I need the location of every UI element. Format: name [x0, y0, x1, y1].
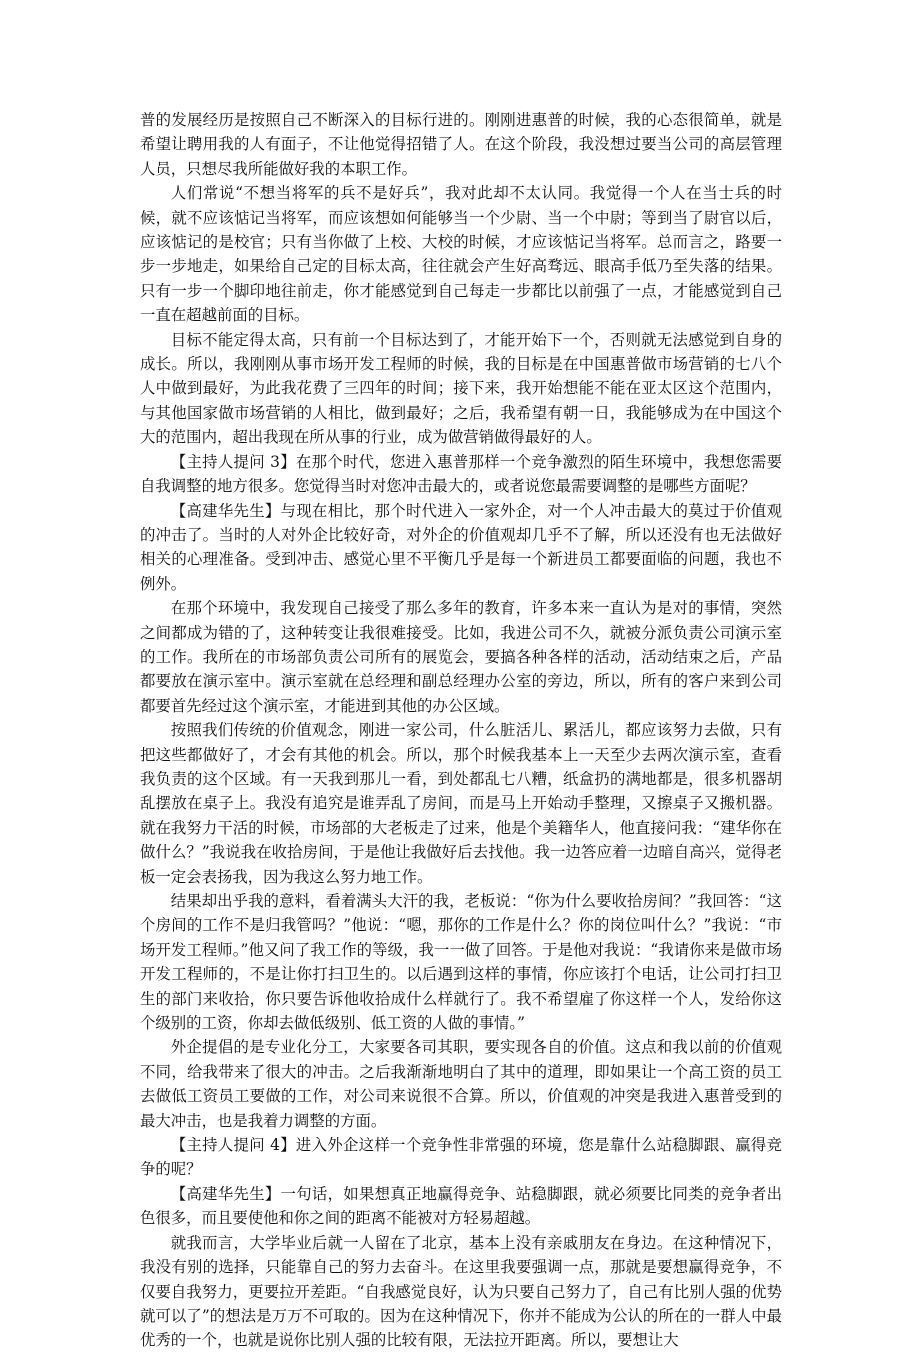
speaker-label: 【高建华先生】: [170, 501, 281, 520]
document-page: [140, 108, 782, 1353]
paragraph-text: 结果却出乎我的意料，看着满头大汗的我，老板说：“你为什么要收拾房间？”我回答：“这个房间的工作不是归我管吗？”他说：“嗯，那你的工作是什么？你的岗位叫什么？”我说：“市场开发工程师。”他又问了我工作的等级，我一一做了回答。于是他对我说：“我请你来是做市场开发工程师的，不是让你打扫卫生的。以后遇到这样的事情，你应该打个电话，让公司打扫卫生的部门来收拾，你只要告诉他收拾成什么样就行了。我不希望雇了你这样一个人，发给你这个级别的工资，你却去做低级别、低工资的人做的事情。”: [140, 892, 782, 1033]
paragraph-text: 与现在相比，那个时代进入一家外企，对一个人冲击最大的莫过于价值观的冲击了。当时的人对外企比较好奇，对外企的价值观却几乎不了解，所以还没有也无法做好相关的心理准备。受到冲击、感觉心里不平衡几乎是每一个新进员工都要面临的问题，我也不例外。: [140, 501, 782, 593]
paragraph-8: [140, 889, 782, 1035]
paragraph-4: [140, 450, 782, 499]
paragraph-text: 外企提倡的是专业化分工，大家要各司其职，要实现各自的价值。这点和我以前的价值观不同，给我带来了很大的冲击。之后我渐渐地明白了其中的道理，即如果让一个高工资的员工去做低工资员工要做的工作，对公司来说很不合算。所以，价值观的冲突是我进入惠普受到的最大冲击，也是我着力调整的方面。: [140, 1038, 782, 1130]
paragraph-12: [140, 1231, 782, 1353]
speaker-label: 【主持人提问 3】: [170, 452, 296, 471]
paragraph-text: 按照我们传统的价值观念，刚进一家公司，什么脏活儿、累活儿，都应该努力去做，只有把这些都做好了，才会有其他的机会。所以，那个时候我基本上一天至少去两次演示室，查看我负责的这个区域。有一天我到那儿一看，到处都乱七八糟，纸盒扔的满地都是，很多机器胡乱摆放在桌子上。我没有追究是谁弄乱了房间，而是马上开始动手整理，又擦桌子又搬机器。就在我努力干活的时候，市场部的大老板走了过来，他是个美籍华人，他直接问我：“建华你在做什么？”我说我在收拾房间，于是他让我做好后去找他。我一边答应着一边暗自高兴，觉得老板一定会表扬我，因为我这么努力地工作。: [140, 721, 782, 886]
paragraph-11: [140, 1182, 782, 1231]
paragraph-2: [140, 181, 782, 327]
paragraph-text: 在那个时代，您进入惠普那样一个竞争激烈的陌生环境中，我想您需要自我调整的地方很多。您觉得当时对您冲击最大的，或者说您最需要调整的是哪些方面呢？: [140, 452, 782, 496]
paragraph-text: 一句话，如果想真正地赢得竞争、站稳脚跟，就必须要比同类的竞争者出色很多，而且要使他和你之间的距离不能被对方轻易超越。: [140, 1184, 782, 1228]
paragraph-3: [140, 328, 782, 450]
paragraph-6: [140, 596, 782, 718]
paragraph-text: 目标不能定得太高，只有前一个目标达到了，才能开始下一个，否则就无法感觉到自身的成长。所以，我刚刚从事市场开发工程师的时候，我的目标是在中国惠普做市场营销的七八个人中做到最好，为此我花费了三四年的时间；接下来，我开始想能不能在亚太区这个范围内，与其他国家做市场营销的人相比，做到最好；之后，我希望有朝一日，我能够成为在中国这个大的范围内，超出我现在所从事的行业，成为做营销做得最好的人。: [140, 330, 782, 447]
paragraph-text: 普的发展经历是按照自己不断深入的目标行进的。刚刚进惠普的时候，我的心态很简单，就是希望让聘用我的人有面子，不让他觉得招错了人。在这个阶段，我没想过要当公司的高层管理人员，只想尽我所能做好我的本职工作。: [140, 111, 782, 178]
paragraph-text: 就我而言，大学毕业后就一人留在了北京，基本上没有亲戚朋友在身边。在这种情况下，我没有别的选择，只能靠自己的努力去奋斗。在这里我要强调一点，那就是要想赢得竞争，不仅要自我努力，更要拉开差距。“自我感觉良好，认为只要自己努力了，自己有比别人强的优势就可以了”的想法是万万不可取的。因为在这种情况下，你并不能成为公认的所在的一群人中最优秀的一个，也就是说你比别人强的比较有限，无法拉开距离。所以，要想让大: [140, 1233, 782, 1350]
speaker-label: 【高建华先生】: [170, 1184, 281, 1203]
paragraph-9: [140, 1035, 782, 1133]
paragraph-text: 进入外企这样一个竞争性非常强的环境，您是靠什么站稳脚跟、赢得竞争的呢？: [140, 1136, 782, 1179]
paragraph-1: [140, 108, 782, 181]
paragraph-text: 在那个环境中，我发现自己接受了那么多年的教育，许多本来一直认为是对的事情，突然之间都成为错的了，这种转变让我很难接受。比如，我进公司不久，就被分派负责公司演示室的工作。我所在的市场部负责公司所有的展览会，要搞各种各样的活动，活动结束之后，产品都要放在演示室中。演示室就在总经理和副总经理办公室的旁边，所以，所有的客户来到公司都要首先经过这个演示室，才能进到其他的办公区域。: [140, 599, 782, 715]
speaker-label: 【主持人提问 4】: [170, 1136, 296, 1155]
paragraph-7: [140, 718, 782, 889]
paragraph-text: 人们常说“不想当将军的兵不是好兵”，我对此却不太认同。我觉得一个人在当士兵的时候，就不应该惦记当将军，而应该想如何能够当一个少尉、当一个中尉；等到当了尉官以后，应该惦记的是校官；只有当你做了上校、大校的时候，才应该惦记当将军。总而言之，路要一步一步地走，如果给自己定的目标太高，往往就会产生好高骛远、眼高手低乃至失落的结果。只有一步一个脚印地往前走，你才能感觉到自己每走一步都比以前强了一点，才能感觉到自己一直在超越前面的目标。: [140, 184, 782, 325]
paragraph-5: [140, 499, 782, 597]
paragraph-10: [140, 1133, 782, 1182]
